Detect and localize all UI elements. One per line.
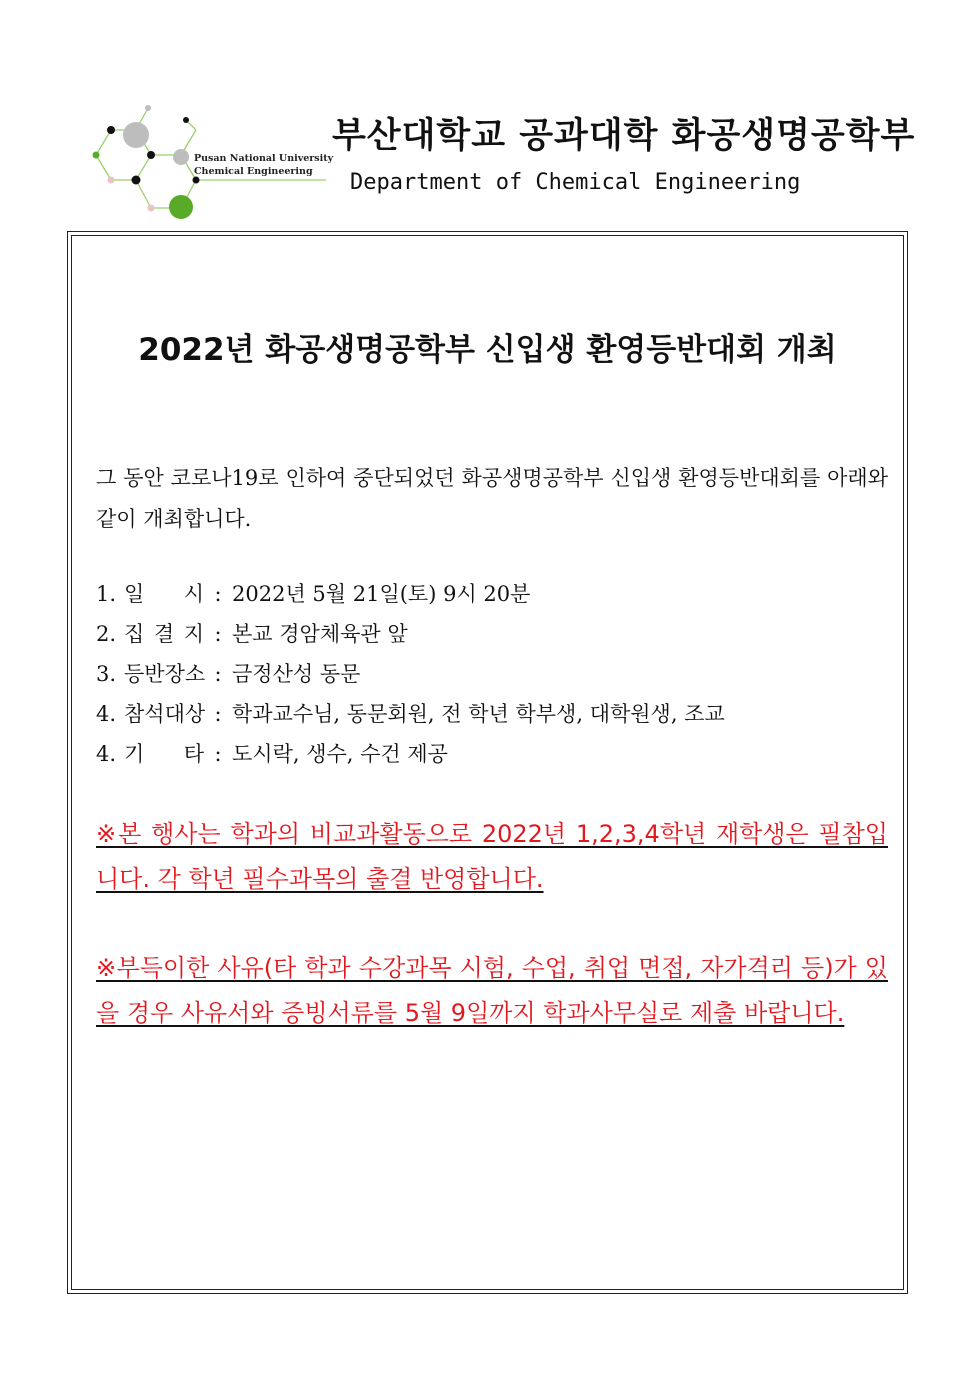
list-item-location xyxy=(96,654,725,694)
list-item-date xyxy=(96,574,725,614)
logo-wordmark xyxy=(194,152,333,178)
notice-text: ※부득이한 사유(타 학과 수강과목 시험, 수업, 취업 면접, 자가격리 등)가 있을 경우 사유서와 증빙서류를 5월 9일까지 학과사무실로 제출 바랍니다. xyxy=(96,954,888,1027)
item-value: 학과교수님, 동문회원, 전 학년 학부생, 대학원생, 조교 xyxy=(232,702,725,726)
document-frame-inner xyxy=(71,235,904,1290)
event-details-list xyxy=(96,574,725,774)
item-number: 4. xyxy=(96,702,117,726)
list-item-meeting-point xyxy=(96,614,725,654)
list-item-others xyxy=(96,734,725,774)
item-separator: : xyxy=(214,742,222,766)
mandatory-attendance-notice xyxy=(96,812,888,902)
university-logo xyxy=(86,100,336,225)
notice-text: ※본 행사는 학과의 비교과활동으로 2022년 1,2,3,4학년 재학생은 필참입니다. 각 학년 필수과목의 출결 반영합니다. xyxy=(96,820,888,893)
item-value: 금정산성 동문 xyxy=(232,662,361,686)
intro-paragraph: 그 동안 코로나19로 인하여 중단되었던 화공생명공학부 신입생 환영등반대회를 아래와 같이 개최합니다. xyxy=(96,466,888,531)
logo-line-department: Chemical Engineering xyxy=(194,166,313,177)
item-number: 2. xyxy=(96,622,117,646)
item-label: 집 결 지 xyxy=(124,622,204,646)
item-separator: : xyxy=(214,582,222,606)
logo-line-university: Pusan National University xyxy=(194,153,334,164)
item-separator: : xyxy=(214,662,222,686)
item-number: 1. xyxy=(96,582,117,606)
document-frame xyxy=(67,231,908,1294)
item-number: 4. xyxy=(96,742,117,766)
letterhead xyxy=(0,0,980,230)
item-label: 등반장소 xyxy=(124,662,206,686)
item-value: 2022년 5월 21일(토) 9시 20분 xyxy=(232,582,531,606)
item-label: 기 타 xyxy=(124,742,204,766)
item-number: 3. xyxy=(96,662,117,686)
university-name: 부산대학교 공과대학 화공생명공학부 xyxy=(332,116,916,156)
item-value: 도시락, 생수, 수건 제공 xyxy=(232,742,448,766)
item-label: 일 시 xyxy=(124,582,204,606)
item-value: 본교 경암체육관 앞 xyxy=(232,622,408,646)
absence-excuse-notice xyxy=(96,946,888,1036)
document-title: 2022년 화공생명공학부 신입생 환영등반대회 개최 xyxy=(138,332,837,368)
item-label: 참석대상 xyxy=(124,702,206,726)
list-item-participants xyxy=(96,694,725,734)
department-name: Department of Chemical Engineering xyxy=(350,170,801,195)
item-separator: : xyxy=(214,702,222,726)
item-separator: : xyxy=(214,622,222,646)
